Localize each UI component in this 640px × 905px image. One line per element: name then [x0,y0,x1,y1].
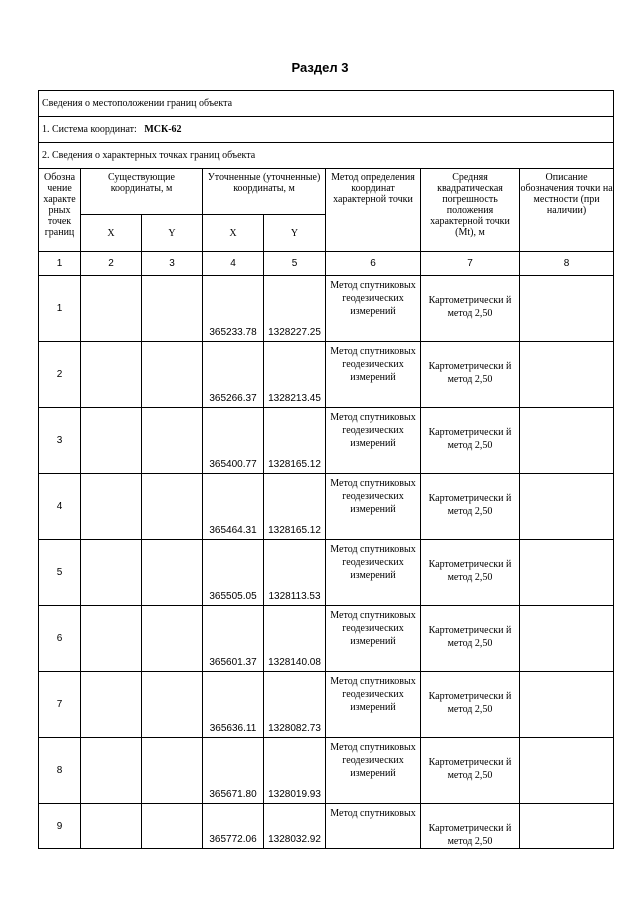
description-cell [520,738,614,804]
table-row [39,342,614,408]
accuracy-cell: Картометрически й метод 2,50 [421,276,520,342]
info-row: Сведения о местоположении границ объекта [39,91,614,117]
header-refined-coords: Уточненные (уточненные) координаты, м [203,169,326,215]
table-row [39,408,614,474]
accuracy-cell: Картометрически й метод 2,50 [421,474,520,540]
existing-y-cell [142,738,203,804]
table-row [39,672,614,738]
description-cell [520,672,614,738]
accuracy-cell: Картометрически й метод 2,50 [421,738,520,804]
method-cell: Метод спутниковых [326,804,421,849]
point-id: 6 [39,606,81,672]
header-description: Описание обозначения точки на местности (при наличии) [520,169,614,252]
description-cell [520,606,614,672]
refined-x-cell: 365266.37 [203,342,264,408]
refined-x-cell: 365601.37 [203,606,264,672]
method-cell: Метод спутниковых геодезических измерений [326,738,421,804]
header-y-refined: Y [264,215,326,252]
point-id: 1 [39,276,81,342]
existing-y-cell [142,474,203,540]
refined-y-cell: 1328140.08 [264,606,326,672]
refined-y-cell: 1328227.25 [264,276,326,342]
coord-system-value: МСК-62 [144,124,182,135]
header-existing-coords: Существующие координаты, м [81,169,203,215]
point-id: 2 [39,342,81,408]
method-cell: Метод спутниковых геодезических измерений [326,474,421,540]
method-cell: Метод спутниковых геодезических измерений [326,342,421,408]
point-id: 3 [39,408,81,474]
method-cell: Метод спутниковых геодезических измерений [326,540,421,606]
point-id: 7 [39,672,81,738]
description-cell [520,276,614,342]
existing-x-cell [81,672,142,738]
existing-y-cell [142,540,203,606]
point-id: 9 [39,804,81,849]
header-x-existing: X [81,215,142,252]
boundary-points-table [38,90,614,849]
refined-y-cell: 1328165.12 [264,474,326,540]
refined-y-cell: 1328019.93 [264,738,326,804]
existing-y-cell [142,606,203,672]
description-cell [520,804,614,849]
method-cell: Метод спутниковых геодезических измерений [326,276,421,342]
refined-x-cell: 365505.05 [203,540,264,606]
points-heading: 2. Сведения о характерных точках границ объекта [39,143,614,169]
method-cell: Метод спутниковых геодезических измерений [326,672,421,738]
existing-y-cell [142,672,203,738]
column-number: 5 [264,252,326,276]
existing-x-cell [81,408,142,474]
refined-x-cell: 365772.06 [203,804,264,849]
point-id: 8 [39,738,81,804]
header-col1: Обозна чение характе рных точек границ [39,169,81,252]
column-number: 4 [203,252,264,276]
header-accuracy: Средняя квадратическая погрешность положения характерной точки (Mt), м [421,169,520,252]
existing-x-cell [81,276,142,342]
accuracy-cell: Картометрически й метод 2,50 [421,672,520,738]
column-number: 8 [520,252,614,276]
table-row [39,738,614,804]
refined-x-cell: 365636.11 [203,672,264,738]
description-cell [520,342,614,408]
existing-y-cell [142,804,203,849]
header-y-existing: Y [142,215,203,252]
table-row [39,606,614,672]
refined-x-cell: 365464.31 [203,474,264,540]
header-method: Метод определения координат характерной точки [326,169,421,252]
column-number: 3 [142,252,203,276]
coord-system-label: 1. Система координат: [42,124,137,135]
description-cell [520,474,614,540]
method-cell: Метод спутниковых геодезических измерений [326,408,421,474]
column-number: 1 [39,252,81,276]
header-x-refined: X [203,215,264,252]
refined-y-cell: 1328032.92 [264,804,326,849]
existing-y-cell [142,342,203,408]
refined-x-cell: 365233.78 [203,276,264,342]
column-number: 7 [421,252,520,276]
table-row [39,540,614,606]
accuracy-cell: Картометрически й метод 2,50 [421,342,520,408]
table-row [39,804,614,849]
section-title: Раздел 3 [291,60,349,75]
description-cell [520,540,614,606]
existing-x-cell [81,342,142,408]
accuracy-cell: Картометрически й метод 2,50 [421,408,520,474]
column-number: 2 [81,252,142,276]
refined-x-cell: 365400.77 [203,408,264,474]
description-cell [520,408,614,474]
existing-x-cell [81,540,142,606]
refined-y-cell: 1328082.73 [264,672,326,738]
accuracy-cell: Картометрически й метод 2,50 [421,540,520,606]
column-numbers-row [39,252,614,276]
method-cell: Метод спутниковых геодезических измерений [326,606,421,672]
existing-y-cell [142,408,203,474]
existing-x-cell [81,606,142,672]
refined-x-cell: 365671.80 [203,738,264,804]
existing-x-cell [81,804,142,849]
existing-x-cell [81,738,142,804]
existing-y-cell [142,276,203,342]
table-row [39,276,614,342]
column-number: 6 [326,252,421,276]
accuracy-cell: Картометрически й метод 2,50 [421,804,520,849]
refined-y-cell: 1328113.53 [264,540,326,606]
refined-y-cell: 1328213.45 [264,342,326,408]
point-id: 5 [39,540,81,606]
refined-y-cell: 1328165.12 [264,408,326,474]
point-id: 4 [39,474,81,540]
existing-x-cell [81,474,142,540]
coord-system-row [39,117,614,143]
accuracy-cell: Картометрически й метод 2,50 [421,606,520,672]
table-row [39,474,614,540]
